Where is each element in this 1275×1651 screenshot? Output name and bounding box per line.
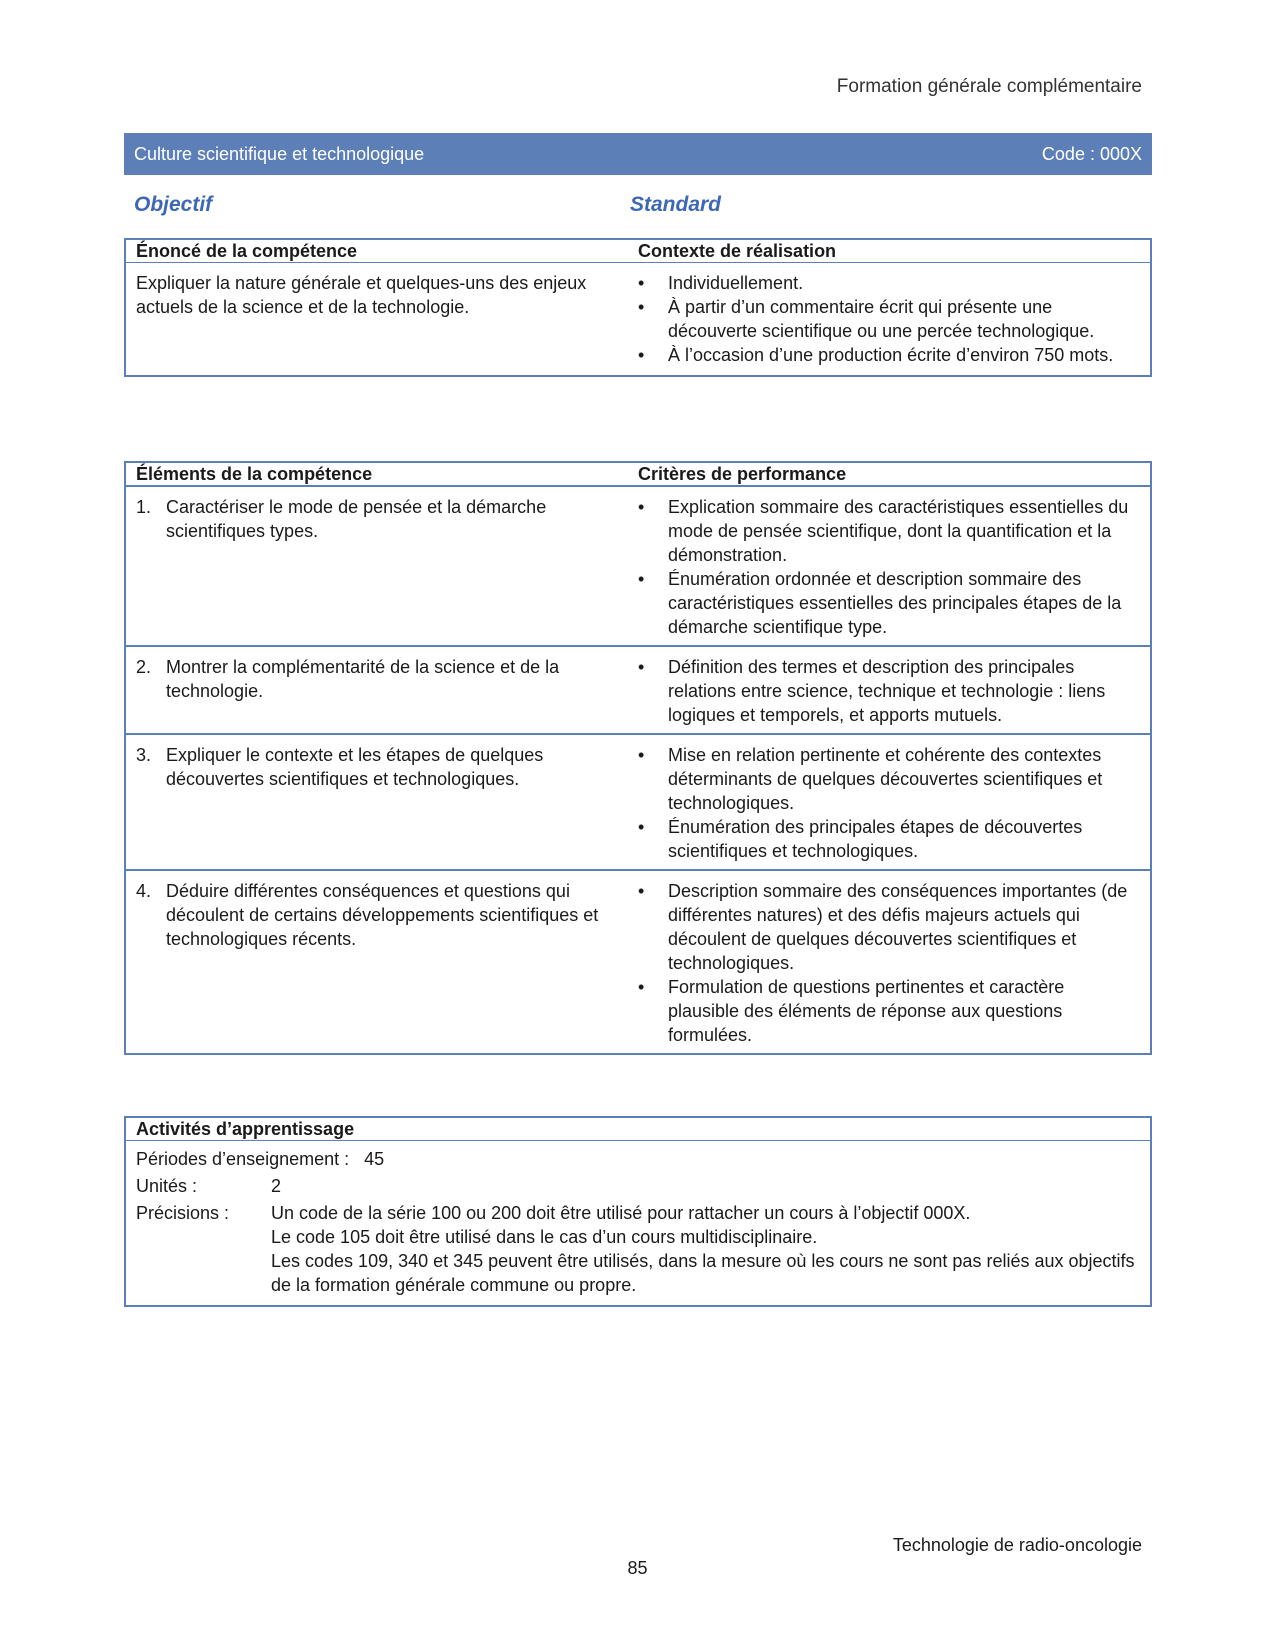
- element-text: Expliquer le contexte et les étapes de quelques découvertes scientifiques et technologiques.: [166, 745, 544, 789]
- element-text: Caractériser le mode de pensée et la démarche scientifiques types.: [166, 497, 547, 541]
- element-row-3: [126, 733, 1150, 869]
- element-row-2: [126, 645, 1150, 733]
- precision-text: Un code de la série 100 ou 200 doit être utilisé pour rattacher un cours à l’objectif 000X.: [271, 1203, 971, 1223]
- element-row-1: [126, 485, 1150, 645]
- criterion-item: • Énumération ordonnée et description sommaire des caractéristiques essentielles des principales étapes de la démarche scientifique type.: [638, 567, 1140, 639]
- precisions-line: [126, 1201, 1150, 1297]
- context-item: • Individuellement.: [638, 271, 1140, 295]
- course-code: Code : 000X: [1041, 143, 1142, 164]
- standard-heading: Standard: [630, 193, 722, 216]
- element-item: [136, 879, 628, 951]
- precision-text: Les codes 109, 340 et 345 peuvent être utilisés, dans la mesure où les cours ne sont pas reliés aux objectifs de la formation générale commune ou propre.: [271, 1251, 1135, 1295]
- learning-activities-box: [124, 1116, 1152, 1307]
- course-title: Culture scientifique et technologique: [134, 143, 425, 164]
- competence-statement-box: [124, 238, 1152, 377]
- precisions-label: Précisions :: [136, 1203, 230, 1223]
- element-text: Déduire différentes conséquences et questions qui découlent de certains développements scientifiques et technologiques récents.: [166, 881, 599, 949]
- element-number: 1.: [136, 497, 152, 517]
- periods-label: Périodes d’enseignement :: [136, 1149, 350, 1169]
- context-item: • À l’occasion d’une production écrite d’environ 750 mots.: [638, 343, 1140, 367]
- context-item: • À partir d’un commentaire écrit qui présente une découverte scientifique ou une percée technologique.: [638, 295, 1140, 343]
- units-value: 2: [271, 1176, 282, 1196]
- running-header: Formation générale complémentaire: [836, 76, 1142, 97]
- element-text: Montrer la complémentarité de la science et de la technologie.: [166, 657, 560, 701]
- statement-header: Énoncé de la compétence: [136, 241, 358, 261]
- periods-value: 45: [364, 1149, 385, 1169]
- page-number: 85: [627, 1558, 648, 1578]
- element-item: [136, 495, 628, 543]
- element-row-4: [126, 869, 1150, 1053]
- element-item: [136, 743, 628, 791]
- criterion-item: • Définition des termes et description des principales relations entre science, technique et technologie : liens logiques et temporels, et apports mutuels.: [638, 655, 1140, 727]
- running-footer: Technologie de radio-oncologie: [892, 1535, 1142, 1555]
- context-header: Contexte de réalisation: [638, 241, 837, 261]
- criterion-item: • Explication sommaire des caractéristiques essentielles du mode de pensée scientifique, dont la quantification et la démonstration.: [638, 495, 1140, 567]
- units-label: Unités :: [136, 1176, 198, 1196]
- element-item: [136, 655, 628, 703]
- context-list: [638, 271, 1140, 367]
- units-line: [126, 1174, 1150, 1198]
- criterion-item: • Énumération des principales étapes de découvertes scientifiques et technologiques.: [638, 815, 1140, 863]
- precision-text: Le code 105 doit être utilisé dans le cas d’un cours multidisciplinaire.: [271, 1227, 818, 1247]
- element-number: 2.: [136, 657, 152, 677]
- course-title-bar: [124, 133, 1152, 175]
- element-number: 3.: [136, 745, 152, 765]
- objectif-heading: Objectif: [134, 193, 213, 216]
- criterion-item: • Formulation de questions pertinentes et caractère plausible des éléments de réponse aux questions formulées.: [638, 975, 1140, 1047]
- statement-text: Expliquer la nature générale et quelques-uns des enjeux actuels de la science et de la technologie.: [136, 273, 587, 317]
- periods-line: [126, 1147, 1150, 1171]
- criterion-item: • Description sommaire des conséquences importantes (de différentes natures) et des défis majeurs actuels qui découlent de quelques découvertes scientifiques et technologiques.: [638, 879, 1140, 975]
- criterion-item: • Mise en relation pertinente et cohérente des contextes déterminants de quelques découvertes scientifiques et technologiques.: [638, 743, 1140, 815]
- activities-header: Activités d’apprentissage: [136, 1119, 355, 1139]
- element-number: 4.: [136, 881, 152, 901]
- elements-header: Éléments de la compétence: [136, 464, 373, 484]
- criteria-header: Critères de performance: [638, 464, 847, 484]
- competence-elements-box: [124, 461, 1152, 1055]
